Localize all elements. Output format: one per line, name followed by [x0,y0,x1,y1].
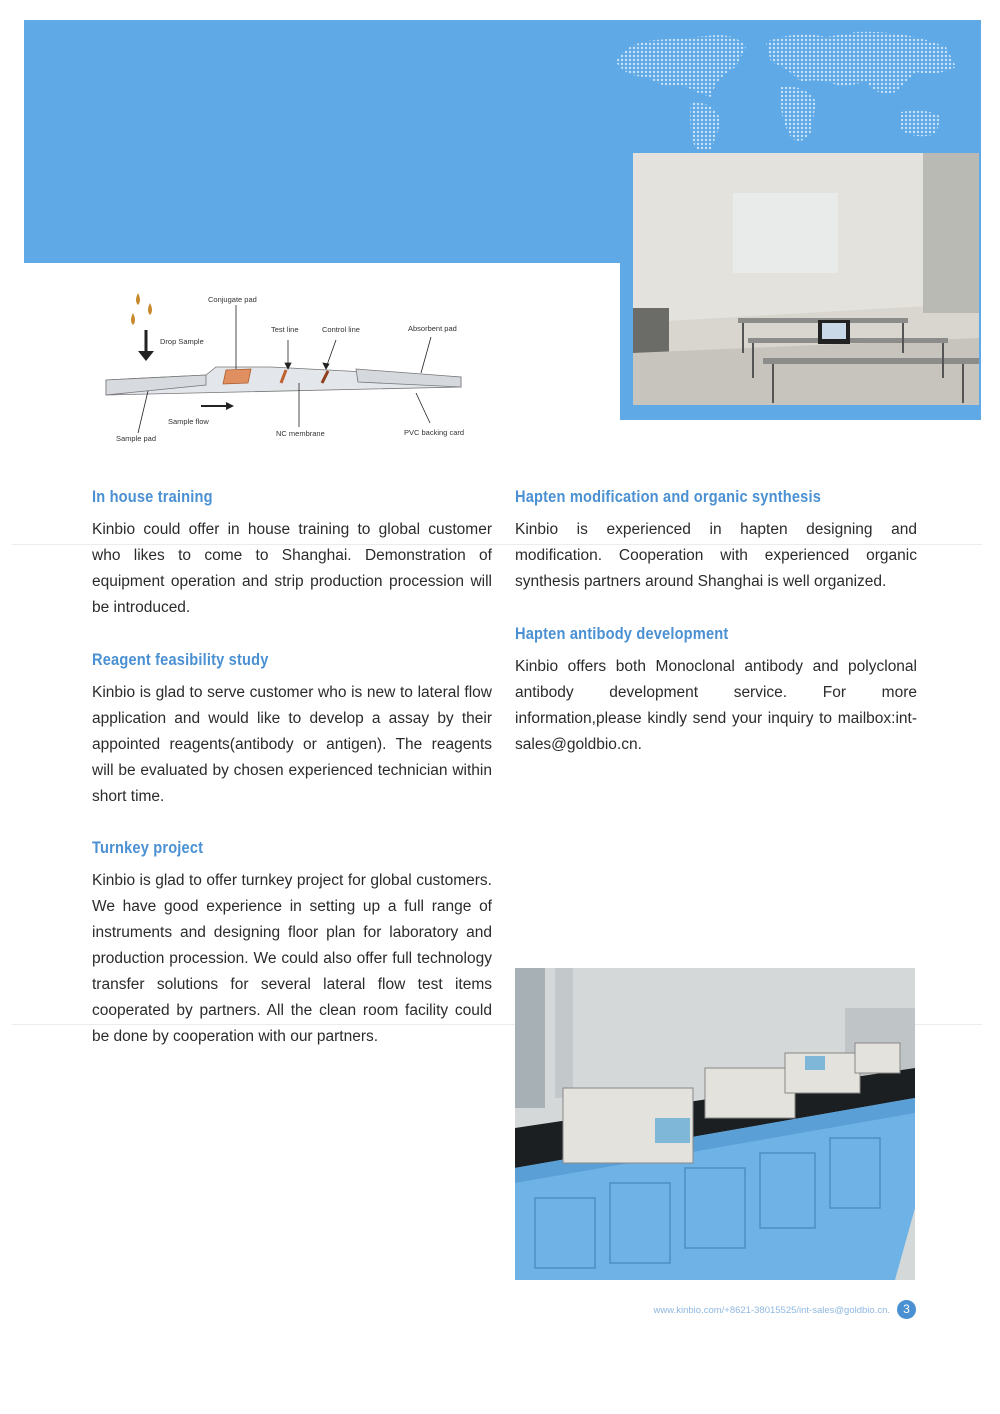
section-body: Kinbio could offer in house training to global customer who likes to come to Shanghai. Demonstration of equipment operation and strip production procession will be introduced. [92,521,492,616]
world-map-graphic [596,22,966,152]
section-body: Kinbio is glad to offer turnkey project for global customers. We have good experience in setting up a full range of instruments and designing floor plan for laboratory and production procession. We could also offer full technology transfer solutions for several lateral flow test items cooperated by partners. All the clean room facility could be done by cooperation with our partners. [92,872,492,1045]
classroom-photo [633,153,979,405]
label-drop-sample: Drop Sample [160,337,204,346]
sample-flow-arrow-icon [201,402,234,410]
section-hapten-modification [515,487,917,595]
sample-drops-icon [131,293,152,325]
section-title: Reagent feasibility study [92,650,269,669]
label-pvc-backing-card: PVC backing card [404,428,465,437]
page-number: 3 [897,1300,916,1319]
label-test-line: Test line [271,325,299,334]
section-body: Kinbio is experienced in hapten designing and modification. Cooperation with experienced organic synthesis partners around Shanghai is well organized. [515,521,917,590]
footer-contact: www.kinbio.com/+8621-38015525/int-sales@goldbio.cn. [653,1305,890,1316]
drop-arrow-icon [138,330,154,361]
section-hapten-antibody-development [515,624,917,758]
section-body: Kinbio offers both Monoclonal antibody and polyclonal antibody development service. For more information,please kindly send your inquiry to mailbox:int-sales@goldbio.cn. [515,658,917,753]
section-body: Kinbio is glad to serve customer who is new to lateral flow application and would like to develop a assay by their appointed reagents(antibody or antigen). The reagents will be evaluated by chosen experienced technician within short time. [92,684,492,805]
section-title: In house training [92,487,213,506]
section-title: Hapten modification and organic synthesis [515,487,821,506]
laboratory-photo [515,968,915,1280]
section-reagent-feasibility-study [92,650,492,810]
section-in-house-training [92,487,492,621]
section-title: Turnkey project [92,838,204,857]
section-turnkey-project [92,838,492,1050]
label-control-line: Control line [322,325,360,334]
label-nc-membrane: NC membrane [276,429,325,438]
section-title: Hapten antibody development [515,624,729,643]
label-absorbent-pad: Absorbent pad [408,324,457,333]
lateral-flow-strip-diagram [96,285,486,455]
label-conjugate-pad: Conjugate pad [208,295,257,304]
label-sample-pad: Sample pad [116,434,157,443]
label-sample-flow: Sample flow [168,417,209,426]
